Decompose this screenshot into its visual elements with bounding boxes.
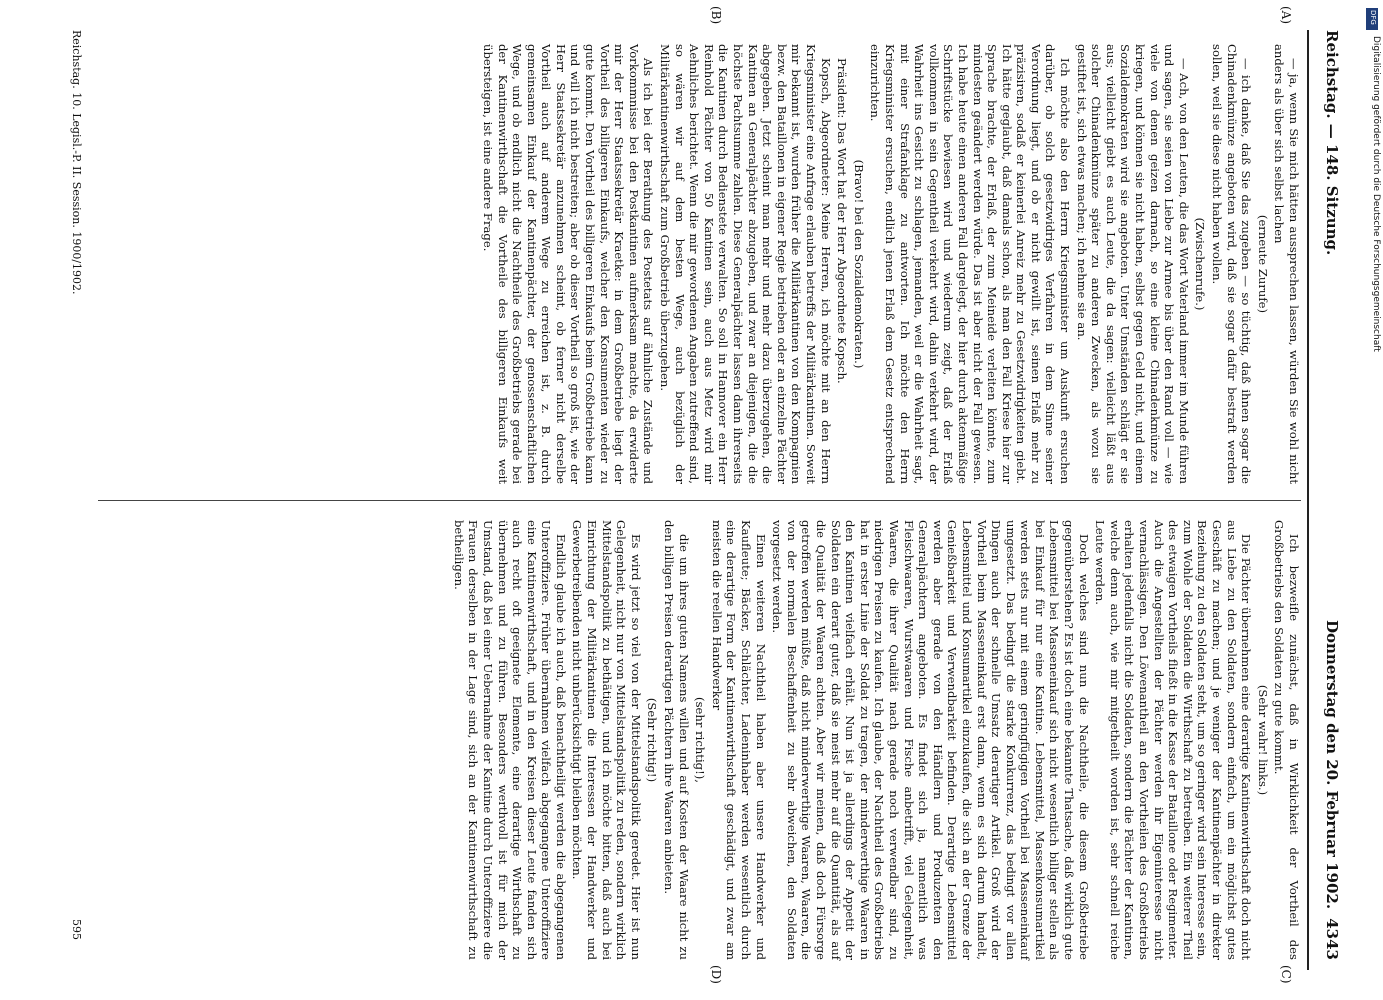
header-date: Donnerstag den 20. Februar 1902.: [1323, 620, 1341, 910]
paragraph: Ich möchte also den Herrn Kriegsminister um Auskunft ersuchen darüber, ob solch gesetzwidriges Verfahren in dem Sinne seiner Verordnung liegt, und ob er nicht gewillt ist, seinen Erlaß mehr zu präzisiren, sodaß er keinerlei Anreiz mehr zu Gesetzwidrigkeiten giebt. Ich hätte geglaubt, daß damals schon, als man den Fall Kriese hier zur Sprache brachte, der Erlaß, der zum Meineide verleiten könnte, zum mindesten geändert werden würde. Das ist aber nicht der Fall gewesen. Ich habe heute einen anderen Fall dargelegt, der hier durch aktenmäßige Schriftstücke bewiesen wird und wiederum zeigt, daß der Erlaß vollkommen in sein Gegentheil verkehrt wird, dahin verkehrt wird, der Wahrheit ins Gesicht zu schlagen, jemanden, weil er die Wahrheit sagt, mit einer Strafanklage zu antworten. Ich möchte den Herrn Kriegsminister ersuchen, endlich jenen Erlaß dem Gesetz entsprechend einzurichten.: [868, 44, 1073, 484]
interjection: (erneute Zurufe): [1255, 214, 1270, 314]
digitization-credit: Digitalisierung gefördert durch die Deutsche Forschungsgemeinschaft: [1371, 36, 1381, 352]
dfg-logo: DFG: [1366, 8, 1378, 30]
margin-marker-a: (A): [1279, 6, 1293, 25]
paragraph: — Ach, von den Leuten, die das Wort Vaterland immer im Munde führen und sagen, sie seien von Liebe zur Armee bis über den Rand voll — wie viele von denen geizen darnach, so eine kleine Chinadenkmünze zu kriegen, und können sie nicht haben, selbst gegen Geld nicht, und einem Sozialdemokraten wird sie angeboten. Unter Umständen schlägt er sie aus; vielleicht giebt es auch Leute, die da sagen: vielleicht läßt aus solcher Chinadenkmünze später zu anderen Zwecken, als wozu sie gestiftet ist, sich etwas machen; ich nehme sie an.: [1074, 44, 1191, 484]
paragraph: — ich danke, daß Sie das zugeben — so tüchtig, daß ihnen sogar die Chinadenkmünze angeboten wird, daß sie sogar dafür bestraft werden sollen, weil sie diese nicht haben wollen.: [1210, 44, 1254, 484]
newspaper-page: [58, 0, 1363, 1000]
page-header: [1311, 0, 1341, 1000]
paragraph: Einen weiteren Nachtheil haben aber unsere Handwerker und Kaufleute; Bäcker, Schlächter, Ladeninhaber werden wesentlich durch eine derartige Form der Kantinenwirthschaft geschädigt, und zwar am meisten die reellen Handwerker: [709, 520, 768, 960]
right-column: [98, 520, 1301, 960]
left-column: [98, 44, 1301, 484]
interjection: (Sehr richtig!): [645, 697, 660, 783]
paragraph: Doch welches sind nun die Nachtheile, die diesem Großbetriebe gegenüberstehen? Es ist doch eine bekannte Thatsache, daß wirklich gute Lebensmittel bei Masseneinkauf sich nicht wesentlich billiger stellen als bei Einkauf für nur eine Kantine. Lebensmittel, Massenkonsumartikel werden stets nur mit einem geringfügigen Vortheil bei Masseneinkauf umgesetzt. Das bedingt die starke Konkurrenz, das bedingt vor allen Dingen auch der schnelle Umsatz derartiger Artikel. Groß wird der Vortheil beim Masseneinkauf erst dann, wenn es sich darum handelt, Lebensmittel und Konsumartikel einzukaufen, die sich an der Grenze der Genießbarkeit und Verwendbarkeit befinden. Derartige Lebensmittel werden aber gerade von den Händlern und Produzenten den Generalpächtern angeboten. Es findet sich ja, namentlich was Fleischwaaren, Wurstwaaren und Fische anbetrifft, viel Gelegenheit, Waaren, die ihrer Qualität nach gerade noch verwendbar sind, zu niedrigen Preisen zu kaufen. Ich glaube, der Nachtheil des Großbetriebs hat in erster Linie der Soldat zu tragen, der minderwerthige Waaren in den Kantinen vielfach erhält. Nun ist ja allerdings der Appetit der Soldaten ein derart guter, daß sie meist mehr auf die Quantität, als auf die Qualität der Waaren achten. Aber wir meinen, daß doch Fürsorge getroffen werden müßte, daß nicht minderwerthige Waaren, Waaren, die von der normalen Beschaffenheit zu sehr abweichen, den Soldaten vorgesetzt werden.: [770, 520, 1091, 960]
margin-marker-b: (B): [709, 6, 723, 25]
page-footer: Reichstag. 10. Legisl.-P. II. Session. 1900/1902.: [70, 30, 83, 295]
paragraph: Endlich glaube ich auch, daß benachtheiligt werden die abgegangenen Unteroffiziere. Früher übernahmen vielfach abgegangene Unteroffiziere eine Kantinenwirthschaft, und in den Kreisen dieser Leute fanden sich auch recht oft geeignete Elemente, eine derartige Wirthschaft zu übernehmen und zu führen. Besonders werthvoll ist für mich der Umstand, daß bei einer Uebernahme der Kantine durch Unteroffiziere die Frauen derselben in der Lage sind, sich an der Kantinenwirthschaft zu betheiligen.: [451, 520, 568, 960]
column-divider: [98, 500, 1301, 501]
footer-page-number: 595: [70, 919, 83, 940]
interjection: (Sehr wahr! links.): [1255, 684, 1270, 796]
interjection: (Bravo! bei den Sozialdemokraten.): [851, 159, 866, 369]
paragraph: Die Pächter übernehmen eine derartige Kantinenwirthschaft doch nicht aus Liebe zu den Soldaten, sondern einfach, um ein möglichst gutes Geschäft zu machen; und je weniger der Kantinenpächter in direkter Beziehung zu den Soldaten steht, um so geringer wird sein Interesse sein, zum Wohle der Soldaten die Wirthschaft zu betreiben. Ein weiterer Theil des etwaigen Vortheils fließt in die Kasse der Bataillone oder Regimenter. Auch die Angestellten der Pächter werden ihr Eigeninteresse nicht vernachlässigen. Den Löwenantheil an den Vortheilen des Großbetriebs erhalten jedenfalls nicht die Soldaten, sondern die Pächter der Kantinen, welche denn auch, wie mir mitgetheilt worden ist, sehr schnell reiche Leute werden.: [1093, 520, 1254, 960]
paragraph: die um ihres guten Namens willen und auf Kosten der Waare nicht zu den billigen Preisen derartigen Pächtern ihre Waaren anbieten.: [662, 520, 691, 960]
header-page-number: 4343: [1323, 918, 1341, 960]
paragraph: Als ich bei der Berathung des Postetats auf ähnliche Zustände und Vorkommnisse bei den Postkantinen aufmerksam machte, da erwiderte mir der Herr Staatssekretär Kraetke: in dem Großbetriebe liegt der Vortheil des billigeren Einkaufs, welcher den Konsumenten wieder zu gute kommt. Den Vortheil des billigeren Einkaufs beim Großbetriebe kann und will ich nicht bestreiten; aber ob dieser Vortheil so groß ist, wie der Herr Staatssekretär anzunehmen scheint, ob ferner nicht derselbe Vortheil auch auf anderem Wege zu erreichen ist, z. B. durch gemeinsamen Einkauf der Kantinenpächter, der genossenschaftlichen Wege, und ob endlich nicht die Nachtheile des Großbetriebs gerade bei der Kantinenwirthschaft die Vortheile des billigeren Einkaufs weit übersteigen, ist eine andere Frage.: [480, 44, 656, 484]
paragraph: Ich bezweifle zunächst, daß in Wirklichkeit der Vortheil des Großbetriebs den Soldaten zu gute kommt.: [1272, 520, 1301, 960]
margin-marker-d: (D): [709, 965, 723, 984]
interjection: (Zwischenrufe.): [1193, 217, 1208, 311]
header-session: Reichstag. — 148. Sitzung.: [1323, 30, 1341, 256]
paragraph: Kopsch, Abgeordneter: Meine Herren, ich möchte mit an den Herrn Kriegsminister eine Anfrage erlauben betreffs der Militärkantinen. Soweit mir bekannt ist, wurden früher die Militärkantinen von den Kompagnien bezw. den Bataillonen in eigener Regie betrieben oder an einzelne Pächter abgegeben. Jetzt scheint man mehr und mehr dazu überzugehen, die Kantinen an Generalpächter abzugeben, und zwar an diejenigen, die die höchste Pachtsumme zahlen. Diese Generalpächter lassen dann ihrerseits die Kantinen durch Bedienstete verwalten. So soll in Hannover ein Herr Reinhold Pächter von 50 Kantinen sein, auch aus Metz wird mir Aehnliches berichtet. Wenn die mir gewordenen Angaben zutreffend sind, so wären wir auf dem besten Wege, auch bezüglich der Militärkantinenwirthschaft zum Großbetrieb überzugehen.: [658, 44, 833, 484]
interjection: (sehr richtig!),: [693, 697, 708, 783]
paragraph: Präsident: Das Wort hat der Herr Abgeordnete Kopsch.: [835, 58, 850, 384]
paragraph: Es wird jetzt so viel von der Mittelstandspolitik geredet. Hier ist nun Gelegenheit, nicht nur von Mittelstandspolitik zu reden, sondern wirklich Mittelstandspolitik zu bethätigen, und ich möchte bitten, daß auch bei Einrichtung der Militärkantinen die Interessen der Handwerker und Gewerbetreibenden nicht unberücksichtigt bleiben möchten.: [570, 520, 643, 960]
margin-marker-c: (C): [1279, 965, 1293, 984]
header-rule: [1307, 30, 1309, 970]
paragraph: — ja, wenn Sie mich hätten aussprechen lassen, würden Sie wohl nicht anders als über sich selbst lachen: [1272, 44, 1301, 484]
